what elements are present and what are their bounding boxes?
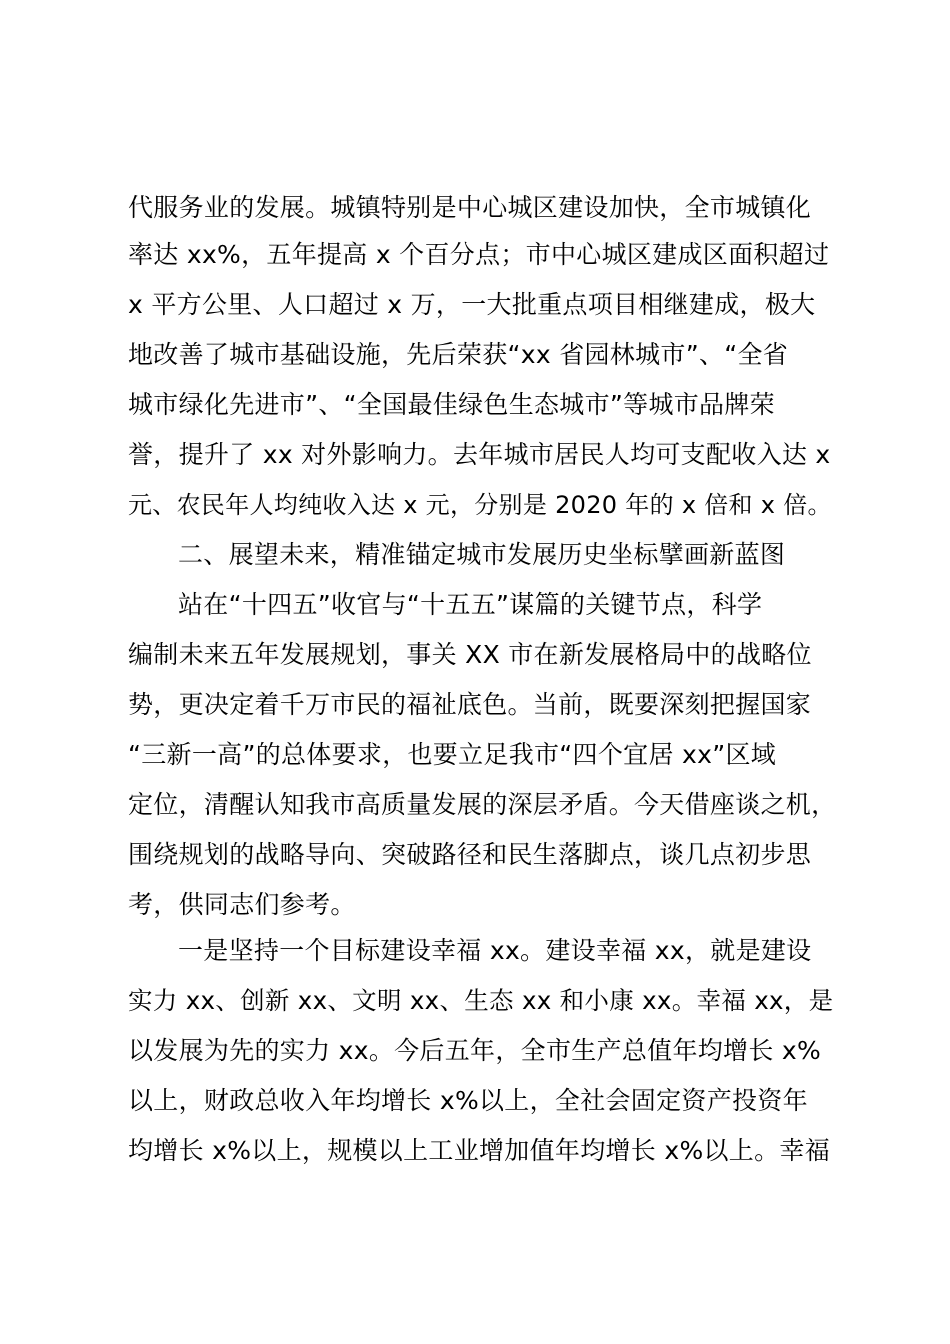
text-line: 以上，财政总收入年均增长 x%以上，全社会固定资产投资年 — [128, 1086, 808, 1115]
text-line: “三新一高”的总体要求，也要立足我市“四个宜居 xx”区域 — [128, 740, 777, 769]
text-line: 定位，清醒认知我市高质量发展的深层矛盾。今天借座谈之机， — [128, 790, 837, 819]
text-line: 一是坚持一个目标建设幸福 xx。建设幸福 xx，就是建设 — [178, 936, 812, 965]
text-line: 考，供同志们参考。 — [128, 890, 356, 919]
text-line: 地改善了城市基础设施，先后荣获“xx 省园林城市”、“全省 — [128, 340, 789, 369]
text-line: 围绕规划的战略导向、突破路径和民生落脚点，谈几点初步思 — [128, 840, 812, 869]
text-line: 城市绿化先进市”、“全国最佳绿色生态城市”等城市品牌荣 — [128, 390, 775, 419]
text-line: 均增长 x%以上，规模以上工业增加值年均增长 x%以上。幸福 — [128, 1136, 830, 1165]
text-line: 势，更决定着千万市民的福祉底色。当前，既要深刻把握国家 — [128, 690, 812, 719]
text-line: 以发展为先的实力 xx。今后五年，全市生产总值年均增长 x% — [128, 1036, 822, 1065]
text-line: 誉，提升了 xx 对外影响力。去年城市居民人均可支配收入达 x — [128, 440, 831, 469]
text-line: 编制未来五年发展规划，事关 XX 市在新发展格局中的战略位 — [128, 640, 812, 669]
text-line: 率达 xx%，五年提高 x 个百分点；市中心城区建成区面积超过 — [128, 240, 830, 269]
text-line: x 平方公里、人口超过 x 万，一大批重点项目相继建成，极大 — [128, 290, 816, 319]
section-heading: 二、展望未来，精准锚定城市发展历史坐标擘画新蓝图 — [178, 540, 786, 569]
text-line: 实力 xx、创新 xx、文明 xx、生态 xx 和小康 xx。幸福 xx，是 — [128, 986, 834, 1015]
text-line: 站在“十四五”收官与“十五五”谋篇的关键节点，科学 — [178, 590, 763, 619]
text-line: 元、农民年人均纯收入达 x 元，分别是 2020 年的 x 倍和 x 倍。 — [128, 491, 832, 519]
text-line: 代服务业的发展。城镇特别是中心城区建设加快，全市城镇化 — [128, 193, 812, 222]
